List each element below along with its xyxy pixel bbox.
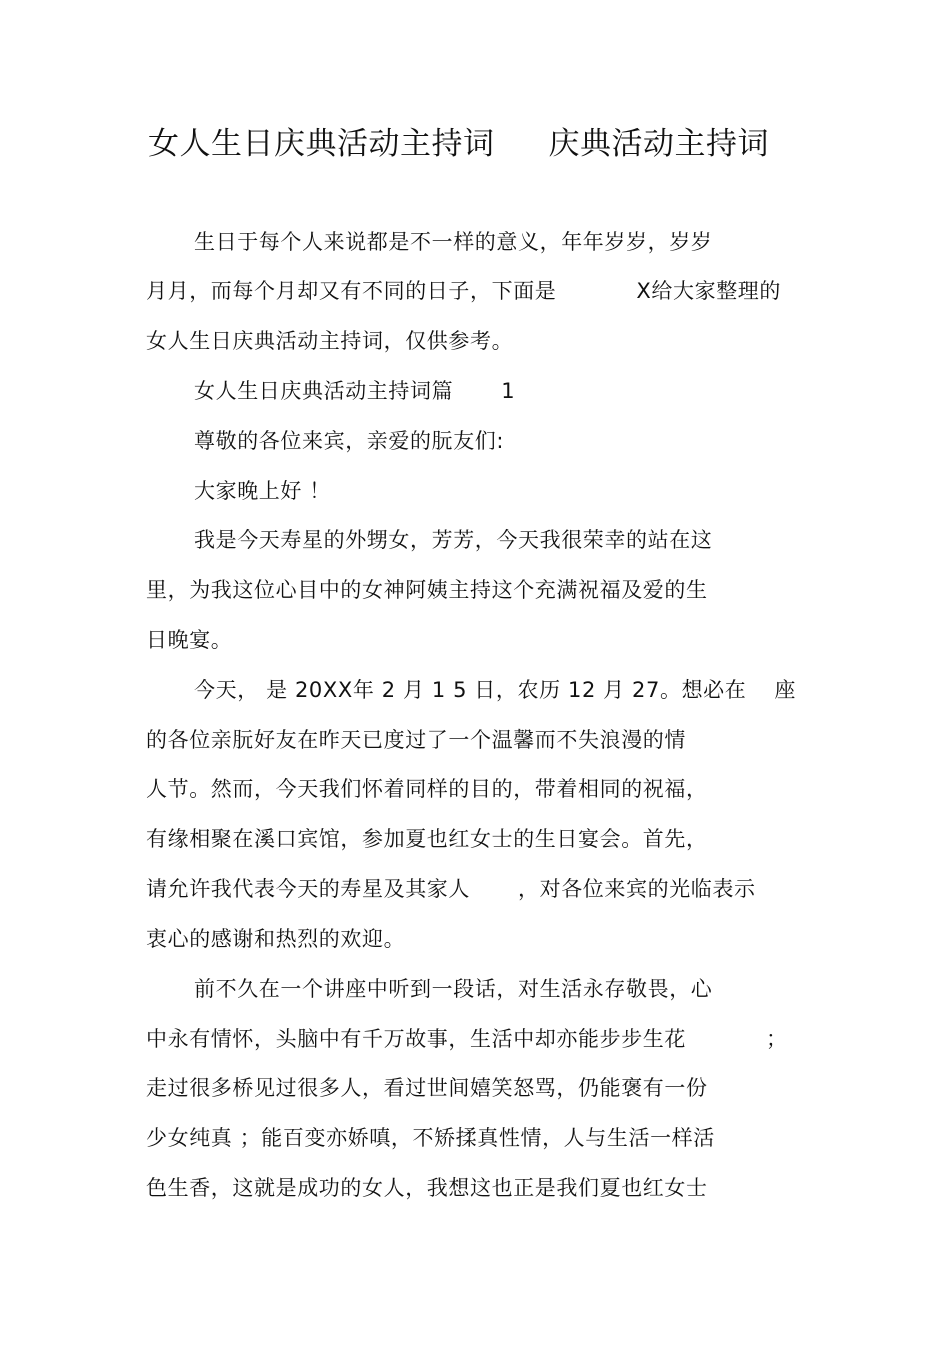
paragraph-text: ； (766, 1027, 788, 1051)
paragraph-line: 走过很多桥见过很多人，看过世间嬉笑怒骂，仍能褒有一份 (146, 1076, 708, 1100)
page-title (148, 120, 769, 168)
greeting-line: 大家晚上好 ！ (194, 479, 331, 503)
section-heading (194, 376, 515, 406)
paragraph-line: 少女纯真 ；能百变亦娇嗔，不矫揉真性情，人与生活一样活 (146, 1126, 715, 1150)
paragraph-line: 色生香，这就是成功的女人，我想这也正是我们夏也红女士 (146, 1176, 708, 1200)
paragraph-text: 今天， 是 20XX年 2 月 1 5 日，农历 12 月 27。想必在 (194, 678, 747, 702)
paragraph-line (146, 874, 756, 904)
section-heading-text: 女人生日庆典活动主持词篇 (194, 379, 454, 403)
paragraph-line: 日晚宴。 (146, 628, 233, 652)
paragraph-line: 生日于每个人来说都是不一样的意义，年年岁岁，岁岁 (194, 230, 713, 254)
paragraph-line: 女人生日庆典活动主持词，仅供参考。 (146, 329, 514, 353)
section-number: 1 (501, 379, 516, 403)
paragraph-line (146, 276, 781, 306)
paragraph-text: ，对各位来宾的光临表示 (518, 877, 756, 901)
paragraph-line: 衷心的感谢和热烈的欢迎。 (146, 927, 406, 951)
paragraph-line (146, 1024, 788, 1054)
paragraph-line: 里，为我这位心目中的女神阿姨主持这个充满祝福及爱的生 (146, 578, 708, 602)
paragraph-line: 人节。然而，今天我们怀着同样的目的，带着相同的祝福， (146, 777, 708, 801)
paragraph-text: 座 (774, 678, 796, 702)
greeting-line: 尊敬的各位来宾，亲爱的朊友们: (194, 429, 505, 453)
paragraph-text: 请允许我代表今天的寿星及其家人 (146, 877, 470, 901)
paragraph-line: 我是今天寿星的外甥女，芳芳，今天我很荣幸的站在这 (194, 528, 713, 552)
title-sub: 庆典活动主持词 (548, 126, 769, 162)
paragraph-text: 中永有情怀，头脑中有千万故事，生活中却亦能步步生花 (146, 1027, 686, 1051)
paragraph-line: 的各位亲朊好友在昨天已度过了一个温馨而不失浪漫的情 (146, 728, 686, 752)
paragraph-text: X给大家整理的 (636, 279, 781, 303)
paragraph-line (194, 675, 796, 705)
paragraph-line: 前不久在一个讲座中听到一段话，对生活永存敬畏，心 (194, 977, 713, 1001)
paragraph-text: 月月，而每个月却又有不同的日子，下面是 (146, 279, 557, 303)
title-main: 女人生日庆典活动主持词 (148, 126, 495, 162)
paragraph-line: 有缘相聚在溪口宾馆，参加夏也红女士的生日宴会。首先， (146, 827, 708, 851)
